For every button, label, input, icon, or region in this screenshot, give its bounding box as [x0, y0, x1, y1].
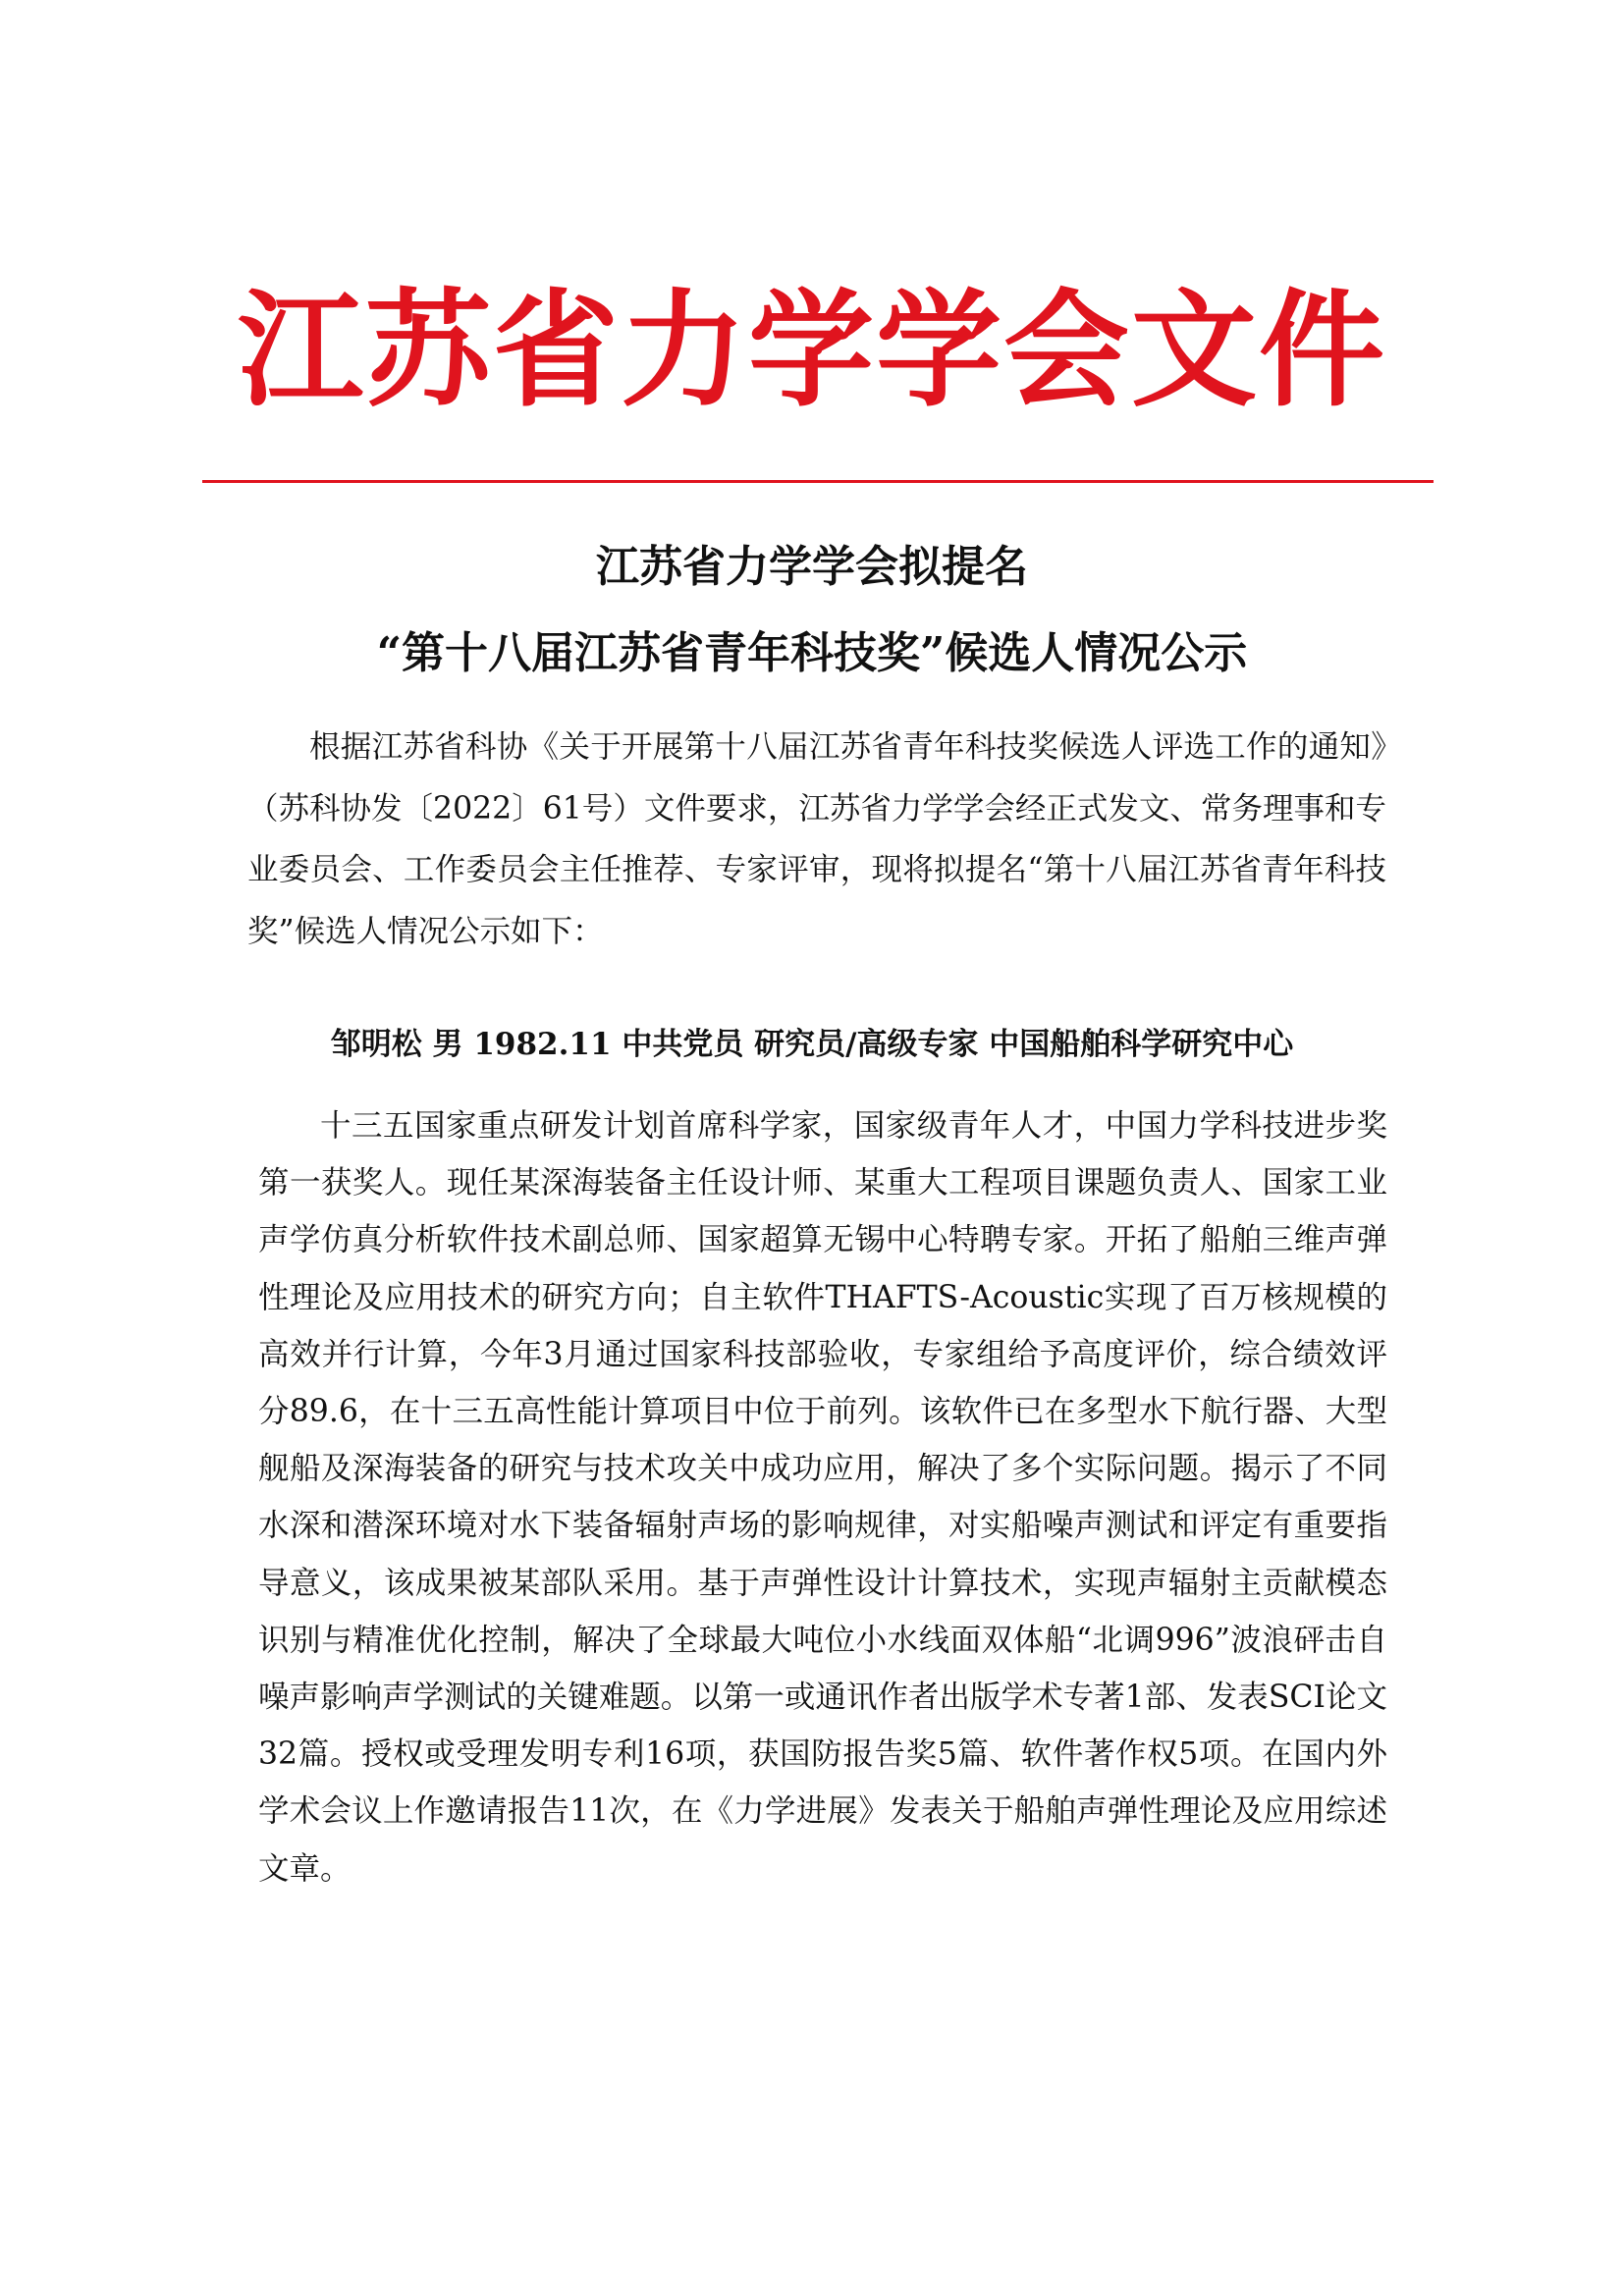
candidate-heading: 邹明松 男 1982.11 中共党员 研究员/高级专家 中国船舶科学研究中心 [330, 1027, 1294, 1062]
intro-paragraph: 根据江苏省科协《关于开展第十八届江苏省青年科技奖候选人评选工作的通知》（苏科协发〔2022〕61号）文件要求，江苏省力学学会经正式发文、常务理事和专业委员会、工作委员会主任推荐、专家评审，现将拟提名“第十八届江苏省青年科技奖”候选人情况公示如下： [247, 729, 1386, 949]
notice-title-line-1: 江苏省力学学会拟提名 [596, 542, 1028, 592]
notice-title-line-2: “第十八届江苏省青年科技奖”候选人情况公示 [376, 628, 1248, 678]
masthead-title: 江苏省力学学会文件 [237, 277, 1386, 424]
candidate-bio-paragraph: 十三五国家重点研发计划首席科学家，国家级青年人才，中国力学科技进步奖第一获奖人。现任某深海装备主任设计师、某重大工程项目课题负责人、国家工业声学仿真分析软件技术副总师、国家超算无锡中心特聘专家。开拓了船舶三维声弹性理论及应用技术的研究方向；自主软件THAFTS-Acoustic实现了百万核规模的高效并行计算，今年3月通过国家科技部验收，专家组给予高度评价，综合绩效评分89.6，在十三五高性能计算项目中位于前列。该软件已在多型水下航行器、大型舰船及深海装备的研究与技术攻关中成功应用，解决了多个实际问题。揭示了不同水深和潜深环境对水下装备辐射声场的影响规律，对实船噪声测试和评定有重要指导意义，该成果被某部队采用。基于声弹性设计计算技术，实现声辐射主贡献模态识别与精准优化控制，解决了全球最大吨位小水线面双体船“北调996”波浪砰击自噪声影响声学测试的关键难题。以第一或通讯作者出版学术专著1部、发表SCI论文32篇。授权或受理发明专利16项，获国防报告奖5篇、软件著作权5项。在国内外学术会议上作邀请报告11次，在《力学进展》发表关于船舶声弹性理论及应用综述文章。 [258, 1108, 1387, 1887]
red-divider-rule [202, 480, 1434, 483]
